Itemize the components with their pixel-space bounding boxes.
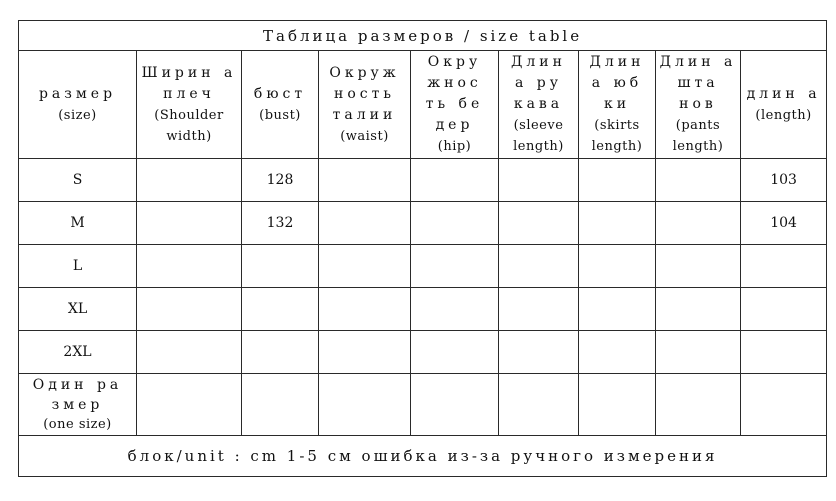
header-length bbox=[741, 51, 827, 159]
shoulder-cell bbox=[137, 331, 242, 374]
skirt-cell bbox=[579, 202, 656, 245]
waist-cell bbox=[319, 331, 411, 374]
table-row-xl bbox=[19, 288, 827, 331]
header-sleeve bbox=[499, 51, 579, 159]
header-sleeve-en: (sleeve length) bbox=[513, 118, 564, 154]
header-size-en: (size) bbox=[58, 107, 97, 123]
header-row bbox=[19, 51, 827, 159]
waist-cell bbox=[319, 288, 411, 331]
skirt-cell bbox=[579, 288, 656, 331]
header-sleeve-ru: Длин а ру кава bbox=[511, 54, 566, 112]
header-waist bbox=[319, 51, 411, 159]
header-hip-en: (hip) bbox=[437, 139, 472, 154]
pants-cell bbox=[656, 374, 741, 436]
header-skirt bbox=[579, 51, 656, 159]
hip-cell bbox=[411, 374, 499, 436]
shoulder-cell bbox=[137, 159, 242, 202]
sleeve-cell bbox=[499, 159, 579, 202]
hip-cell bbox=[411, 245, 499, 288]
title-en: size table bbox=[479, 26, 583, 45]
length-cell bbox=[741, 245, 827, 288]
skirt-cell bbox=[579, 245, 656, 288]
header-hip-ru: Окру жнос ть бе дер bbox=[425, 54, 484, 133]
pants-cell bbox=[656, 331, 741, 374]
size-cell: 2XL bbox=[19, 331, 137, 374]
header-size-ru: размер bbox=[38, 85, 117, 102]
shoulder-cell bbox=[137, 245, 242, 288]
skirt-cell bbox=[579, 159, 656, 202]
sleeve-cell bbox=[499, 288, 579, 331]
table-footer-note: блок/unit : cm 1-5 см ошибка из-за ручного измерения bbox=[19, 436, 827, 477]
one-size-en: (one size) bbox=[43, 416, 112, 432]
hip-cell bbox=[411, 331, 499, 374]
header-length-ru: длин а bbox=[746, 85, 821, 102]
header-hip bbox=[411, 51, 499, 159]
skirt-cell bbox=[579, 374, 656, 436]
sleeve-cell bbox=[499, 331, 579, 374]
shoulder-cell bbox=[137, 374, 242, 436]
sleeve-cell bbox=[499, 374, 579, 436]
one-size-ru: Один ра змер bbox=[32, 376, 123, 413]
sleeve-cell bbox=[499, 202, 579, 245]
size-table-frame bbox=[18, 20, 826, 487]
header-pants-ru: Длин а шта нов bbox=[659, 54, 737, 112]
bust-cell: 132 bbox=[242, 202, 319, 245]
waist-cell bbox=[319, 245, 411, 288]
header-waist-ru: Окруж ность талии bbox=[329, 64, 400, 123]
table-row-one-size bbox=[19, 374, 827, 436]
header-shoulder-en: (Shoulder width) bbox=[154, 107, 224, 144]
hip-cell bbox=[411, 202, 499, 245]
table-title bbox=[19, 21, 827, 51]
header-bust bbox=[242, 51, 319, 159]
bust-cell: 128 bbox=[242, 159, 319, 202]
length-cell bbox=[741, 331, 827, 374]
length-cell: 103 bbox=[741, 159, 827, 202]
pants-cell bbox=[656, 202, 741, 245]
header-pants-en: (pants length) bbox=[672, 118, 724, 154]
header-size bbox=[19, 51, 137, 159]
size-table bbox=[18, 20, 827, 477]
bust-cell bbox=[242, 245, 319, 288]
pants-cell bbox=[656, 159, 741, 202]
bust-cell bbox=[242, 374, 319, 436]
size-cell: S bbox=[19, 159, 137, 202]
hip-cell bbox=[411, 159, 499, 202]
table-row-l bbox=[19, 245, 827, 288]
size-cell: L bbox=[19, 245, 137, 288]
title-separator: / bbox=[456, 26, 480, 45]
waist-cell bbox=[319, 202, 411, 245]
skirt-cell bbox=[579, 331, 656, 374]
size-cell: M bbox=[19, 202, 137, 245]
hip-cell bbox=[411, 288, 499, 331]
size-cell: XL bbox=[19, 288, 137, 331]
header-skirt-en: (skirts length) bbox=[591, 118, 643, 154]
header-length-en: (length) bbox=[755, 107, 812, 123]
length-cell bbox=[741, 288, 827, 331]
waist-cell bbox=[319, 374, 411, 436]
bust-cell bbox=[242, 288, 319, 331]
header-shoulder-ru: Ширин а плеч bbox=[141, 64, 237, 102]
table-row-2xl bbox=[19, 331, 827, 374]
pants-cell bbox=[656, 245, 741, 288]
one-size-label bbox=[19, 374, 137, 436]
header-shoulder bbox=[137, 51, 242, 159]
table-row-s bbox=[19, 159, 827, 202]
waist-cell bbox=[319, 159, 411, 202]
pants-cell bbox=[656, 288, 741, 331]
bust-cell bbox=[242, 331, 319, 374]
header-bust-ru: бюст bbox=[253, 85, 307, 102]
length-cell bbox=[741, 374, 827, 436]
length-cell: 104 bbox=[741, 202, 827, 245]
shoulder-cell bbox=[137, 288, 242, 331]
shoulder-cell bbox=[137, 202, 242, 245]
table-row-m bbox=[19, 202, 827, 245]
header-waist-en: (waist) bbox=[340, 128, 389, 144]
header-skirt-ru: Длин а юб ки bbox=[589, 54, 645, 112]
sleeve-cell bbox=[499, 245, 579, 288]
title-ru: Таблица размеров bbox=[263, 26, 457, 45]
header-bust-en: (bust) bbox=[259, 107, 301, 123]
header-pants bbox=[656, 51, 741, 159]
